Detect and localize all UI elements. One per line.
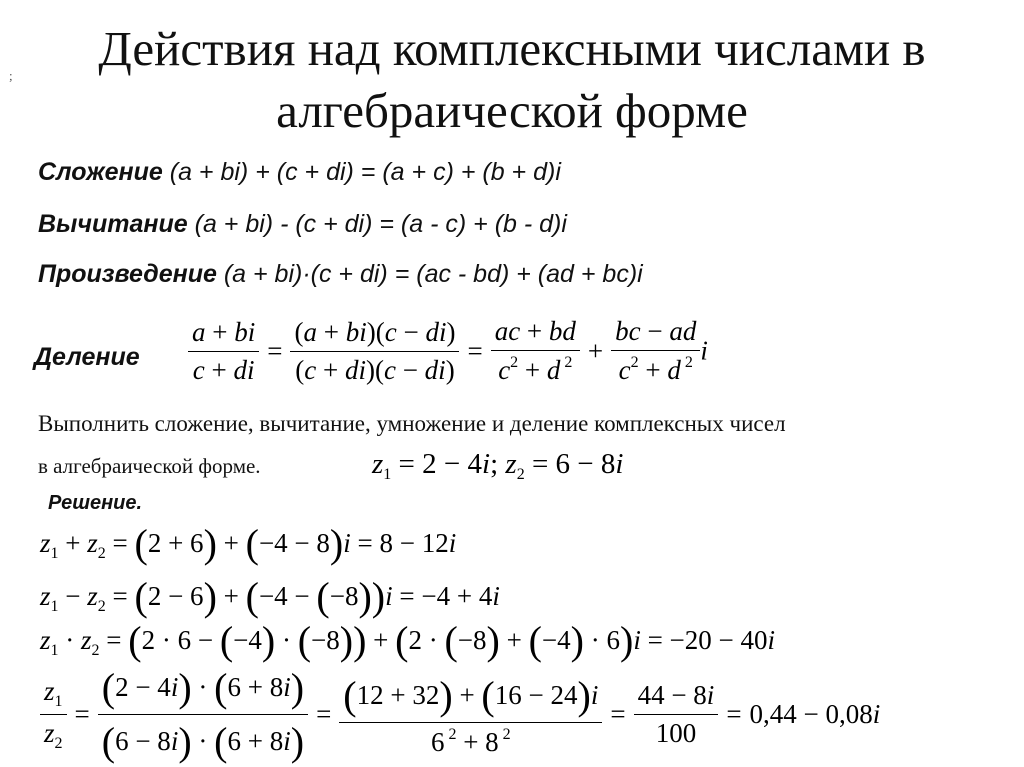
addition-label: Сложение <box>38 158 163 186</box>
division-label: Деление <box>34 343 140 371</box>
product-rule <box>38 260 643 289</box>
product-label: Произведение <box>38 260 217 288</box>
task-text-line-2: в алгебраической форме. <box>38 454 261 478</box>
solution-label: Решение. <box>48 492 143 514</box>
title-line-2: алгебраической форме <box>276 83 748 138</box>
subtraction-label: Вычитание <box>38 210 188 238</box>
solution-product: $z_1 \cdot z_2 = (2 \cdot 6 - (-4) \cdot (-8)) + (2 \cdot (-8) + (-4) \cdot 6)i = -20 - 40i$ <box>40 618 776 663</box>
given-numbers: $z_1 = 2 - 4i$; $z_2 = 6 - 8i$ <box>372 448 624 483</box>
addition-formula: (a + bi) + (c + di) = (a + c) + (b + d)i <box>162 158 561 186</box>
solution-difference: $z_1 - z_2 = (2 - 6) + (-4 - (-8))i = -4 + 4i$ <box>40 574 500 619</box>
task-text-line-1: Выполнить сложение, вычитание, умножение и деление комплексных чисел <box>38 411 786 436</box>
slide-title <box>0 18 1024 142</box>
solution-quotient: $\frac{z_1}{z_2}$ = $\frac{(2 - 4i) \cdot (6 + 8i)}{(6 - 8i) \cdot (6 + 8i)}$ = $\frac{(12 + 32) + (16 - 24)i}{6 ^2 + 8 ^2}$ = $\frac{44 - 8i}{100}$ = 0,44 − 0,08i <box>40 664 880 765</box>
stray-mark: ; <box>9 68 13 83</box>
product-formula: (a + bi)·(c + di) = (ac - bd) + (ad + bc)i <box>216 260 643 288</box>
addition-rule <box>38 158 561 187</box>
subtraction-rule <box>38 210 567 239</box>
solution-sum: $z_1 + z_2 = (2 + 6) + (-4 - 8)i = 8 - 12i$ <box>40 521 457 566</box>
division-formula: $\frac{a + bi}{c + di}$ = $\frac{(a + bi)(c - di)}{(c + di)(c - di)}$ = $\frac{ac + bd}{c^2 + d ^2}$ + $\frac{bc - ad}{c^2 + d ^2}$ i <box>188 316 708 386</box>
subtraction-formula: (a + bi) - (c + di) = (a - c) + (b - d)i <box>187 210 567 238</box>
title-line-1: Действия над комплексными числами в <box>98 21 926 76</box>
division-rule-label <box>34 343 140 372</box>
